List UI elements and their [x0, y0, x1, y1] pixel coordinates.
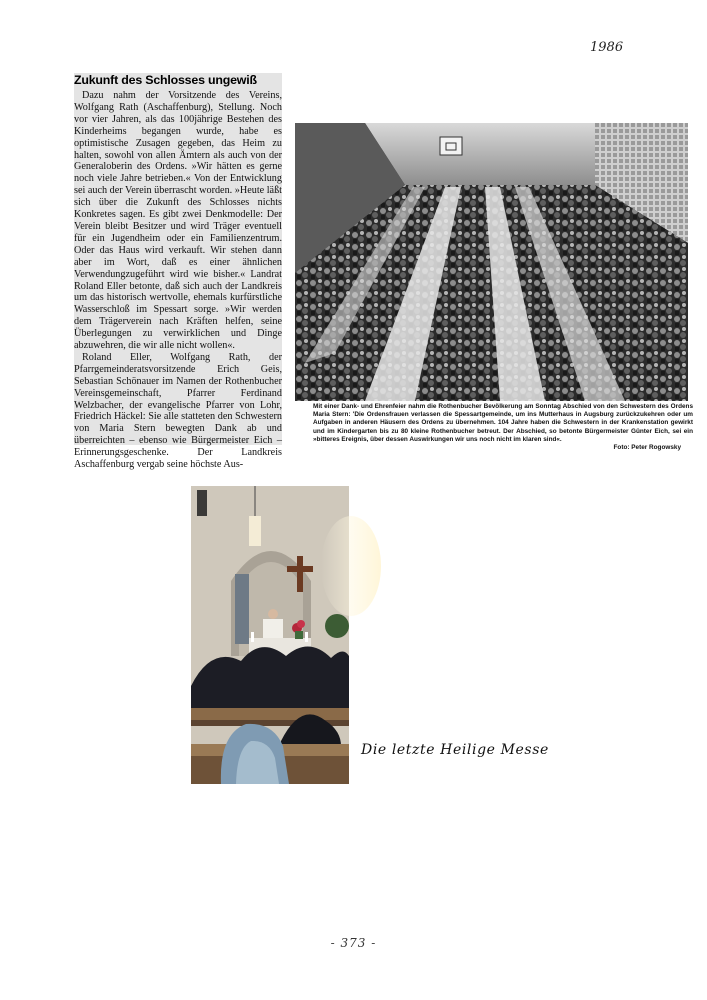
year-label: 1986 [590, 40, 624, 55]
article-headline: Zukunft des Schlosses ungewiß [74, 73, 257, 87]
photo-caption [313, 403, 693, 453]
page-number: - 373 - [330, 936, 377, 950]
photo-last-holy-mass [191, 486, 349, 784]
newspaper-photo-banquet-hall [295, 123, 688, 401]
photo-label-last-holy-mass: Die letzte Heilige Messe [361, 742, 549, 758]
photo-caption-text: Mit einer Dank- und Ehrenfeier nahm die Rothenbucher Bevölkerung am Sonntag Abschied von den Schwestern des Ordens Maria Stern: 'Die Ordensfrauen verlassen die Spessartgemeinde, um ins Mutterhaus in Augsburg zurückzukehren oder um Aufgaben in anderen Häusern des Ordens zu übernehmen. 104 Jahre haben die Schwestern in der Krankenstation gewirkt und im Kindergarten bis zu 80 kleine Rothenbucher betreut. Der Abschied, so betonte Bürgermeister Günter Eich, sei ein »bitteres Ereignis, über dessen Auswirkungen wir uns noch nicht im klaren sind«. [313, 403, 693, 443]
article-paragraph-2: Roland Eller, Wolfgang Rath, der Pfarrgemeinderatsvorsitzende Erich Geis, Sebastian Schönauer im Namen der Rothenbucher Vereinsgemeinschaft, Pfarrer Ferdinand Welzbacher, der evangelische Pfarrer von Lohr, Friedrich Häckel: Sie alle statteten den Schwestern von Maria Stern bewegten Dank ab und überreichten – ebenso wie Bürgermeister Eich – Erinnerungsgeschenke. Der Landkreis Aschaffenburg vergab seine höchste Aus- [74, 351, 282, 471]
holy-mass-photo-image [191, 486, 349, 784]
photo-credit: Foto: Peter Rogowsky [613, 444, 681, 452]
newspaper-article-clipping [74, 73, 283, 471]
banquet-hall-photo-image [295, 123, 688, 401]
article-paragraph-1: Dazu nahm der Vorsitzende des Vereins, Wolfgang Rath (Aschaffenburg), Stellung. Noch vor vier Jahren, als das 100jährige Bestehen des Kinderheims begangen wurde, habe es optimistische Zusagen gegeben, das Heim zu halten, sowohl von allen Ämtern als auch von der Generaloberin des Ordens. »Wir hätten es gerne noch viele Jahre betrieben.« Von der Entwicklung sei auch der Verein überrascht worden. »Heute läßt sich über die Zukunft des Schlosses nichts Konkretes sagen. Es gibt zwei Denkmodelle: Der Verein bleibt Besitzer und wird Träger eventuell für ein Jugendheim oder ein Familienzentrum. Oder das Haus wird verkauft. Wir stehen dann aber im Wort, daß es einer ähnlichen Verwendungzugeführt wird wie bisher.« Landrat Roland Eller betonte, daß sich auch der Landkreis um das historisch wertvolle, ehemals kurfürstliche Wasserschloß im Spessart sorge. »Wir werden dem Trägerverein nach Kräften helfen, seine Überlegungen zu verwirklichen und Dinge abzuwehren, die wir alle nicht wollen«. [74, 90, 283, 352]
